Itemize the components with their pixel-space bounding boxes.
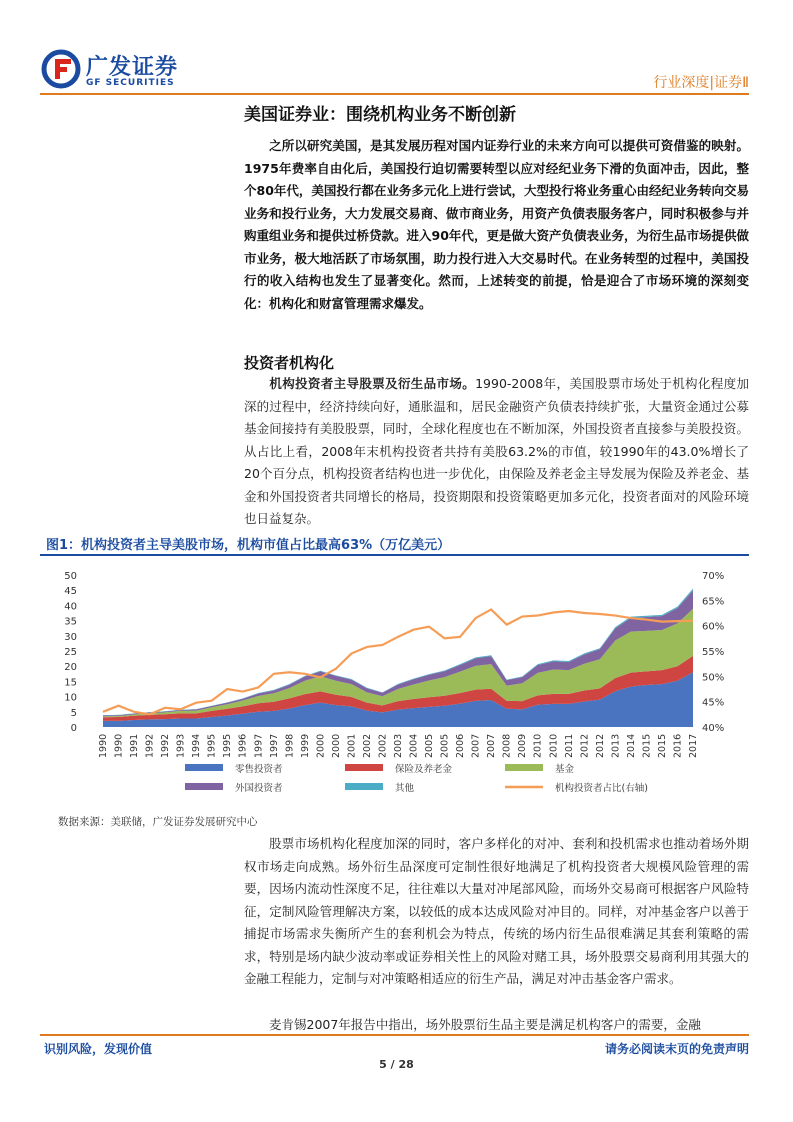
legend-swatch xyxy=(345,783,383,790)
y-left-tick-label: 15 xyxy=(64,677,77,689)
x-tick-label: 2005 xyxy=(439,733,451,758)
legend-label: 保险及养老金 xyxy=(395,764,453,775)
y-left-tick-label: 5 xyxy=(70,707,77,719)
x-tick-label: 2008 xyxy=(501,733,513,758)
paragraph-2-text: 股票市场机构化程度加深的同时，客户多样化的对冲、套利和投机需求也推动着场外期权市场走向成熟。场外衍生品深度可定制性很好地满足了机构投资者大规模风险管理的需要，因场内流动性深度不足，往往难以大量对冲尾部风险，而场外交易商可根据客户风险特征，定制风险管理解决方案，以较低的成本达成风险对冲目的。同样，对冲基金客户以善于捕捉市场需求失衡所产生的套利机会为特点，传统的场内衍生品很难满足其套利策略的需求，特别是场内缺少波动率或证券相关性上的风险对赌工具，场外股票交易商利用其强大的金融工程能力，定制与对冲策略相适应的衍生产品，满足对冲击基金客户需求。 xyxy=(244,836,749,986)
x-tick-label: 2004 xyxy=(408,733,420,758)
x-tick-label: 2013 xyxy=(610,733,622,758)
x-tick-label: 1992 xyxy=(144,733,156,758)
legend-swatch xyxy=(345,764,383,771)
x-tick-label: 1990 xyxy=(98,733,109,758)
y-right-tick-label: 55% xyxy=(702,647,725,658)
x-tick-label: 1992 xyxy=(160,733,172,758)
x-tick-label: 2006 xyxy=(455,733,467,758)
legend-label: 机构投资者占比(右轴) xyxy=(555,783,648,794)
legend-label: 其他 xyxy=(395,783,415,794)
x-tick-label: 2014 xyxy=(625,733,637,758)
legend-label: 外国投资者 xyxy=(235,783,283,794)
y-right-tick-label: 45% xyxy=(702,697,725,709)
y-right-tick-label: 40% xyxy=(702,723,725,734)
x-tick-label: 2002 xyxy=(361,733,373,758)
y-left-tick-label: 30 xyxy=(64,631,77,643)
legend-swatch xyxy=(505,764,543,771)
x-tick-label: 1995 xyxy=(222,733,234,758)
legend-swatch xyxy=(185,764,223,771)
x-tick-label: 1993 xyxy=(175,733,187,758)
logo-text-en: GF SECURITIES xyxy=(86,78,175,88)
y-left-tick-label: 20 xyxy=(64,662,77,674)
y-right-tick-label: 65% xyxy=(702,596,725,608)
y-left-tick-label: 45 xyxy=(64,586,77,598)
company-logo xyxy=(40,48,180,98)
stacked-area-chart xyxy=(40,556,749,811)
x-tick-label: 2003 xyxy=(393,733,404,758)
y-right-tick-label: 70% xyxy=(702,571,725,582)
section-title: 美国证券业：围绕机构业务不断创新 xyxy=(244,105,516,125)
paragraph-1-lead: 机构投资者主导股票及衍生品市场。 xyxy=(269,376,476,391)
x-tick-label: 2017 xyxy=(688,733,699,758)
page-number: 5 / 28 xyxy=(379,1058,414,1071)
report-category: 行业深度|证券Ⅱ xyxy=(653,75,749,91)
footer-slogan: 识别风险，发现价值 xyxy=(44,1042,153,1056)
x-tick-label: 2015 xyxy=(641,733,653,758)
x-tick-label: 1996 xyxy=(237,733,249,758)
y-left-tick-label: 40 xyxy=(64,601,77,613)
paragraph-1-body: 1990-2008年，美国股票市场处于机构化程度加深的过程中，经济持续向好，通胀温和，居民金融资产负债表持续扩张，大量资金通过公募基金间接持有美股股票，同时，全球化程度也在不断加深，外国投资者直接参与美股投资。从占比上看，2008年末机构投资者共持有美股63.2%的市值，较1990年的43.0%增长了20个百分点，机构投资者结构也进一步优化，由保险及养老金主导发展为保险及养老金、基金和外国投资者共同增长的格局，投资期限和投资策略更加多元化，投资者面对的风险环境也日益复杂。 xyxy=(244,376,749,526)
x-tick-label: 1991 xyxy=(129,733,141,758)
x-tick-label: 1999 xyxy=(299,733,311,758)
intro-text: 之所以研究美国，是其发展历程对国内证券行业的未来方向可以提供可资借鉴的映射。1975年费率自由化后，美国投行迫切需要转型以应对经纪业务下滑的负面冲击，因此，整个80年代，美国投行都在业务多元化上进行尝试，大型投行将业务重心由经纪业务转向交易业务和投行业务，大力发展交易商、做市商业务，用资产负债表服务客户，同时积极参与并购重组业务和提供过桥贷款。进入90年代，更是做大资产负债表业务，为衍生品市场提供做市业务，极大地活跃了市场氛围，助力投行进入大交易时代。在业务转型的过程中，美国投行的收入结构也发生了显著变化。然而，上述转变的前提，恰是迎合了市场环境的深刻变化：机构化和财富管理需求爆发。 xyxy=(244,138,749,311)
intro-paragraph xyxy=(244,135,749,315)
x-tick-label: 1997 xyxy=(268,733,280,758)
x-tick-label: 1990 xyxy=(113,733,125,758)
y-right-tick-label: 50% xyxy=(702,672,725,684)
paragraph-2 xyxy=(244,833,749,991)
gf-logo-icon xyxy=(40,48,82,90)
x-tick-label: 2005 xyxy=(424,733,436,758)
x-tick-label: 2009 xyxy=(517,733,529,758)
figure-title: 图1：机构投资者主导美股市场，机构市值占比最高63%（万亿美元） xyxy=(46,538,451,553)
x-tick-label: 1998 xyxy=(284,733,296,758)
x-tick-label: 2011 xyxy=(563,733,575,758)
legend-label: 零售投资者 xyxy=(235,764,283,775)
x-tick-label: 2012 xyxy=(579,733,591,758)
x-tick-label: 2015 xyxy=(656,733,668,758)
paragraph-1 xyxy=(244,373,749,531)
header-divider xyxy=(40,93,749,95)
x-tick-label: 2010 xyxy=(532,733,544,758)
disclaimer-link[interactable]: 请务必阅读末页的免责声明 xyxy=(604,1042,749,1056)
y-left-tick-label: 35 xyxy=(64,616,77,628)
y-left-tick-label: 10 xyxy=(64,692,77,704)
x-tick-label: 2000 xyxy=(315,733,327,758)
y-left-tick-label: 25 xyxy=(64,647,77,658)
data-source: 数据来源：美联储，广发证券发展研究中心 xyxy=(58,816,258,828)
subsection-title: 投资者机构化 xyxy=(244,354,335,372)
x-tick-label: 1994 xyxy=(191,733,203,758)
x-tick-label: 2001 xyxy=(346,733,358,758)
x-tick-label: 2010 xyxy=(548,733,560,758)
x-tick-label: 2012 xyxy=(594,733,606,758)
y-left-tick-label: 0 xyxy=(70,723,77,734)
logo-text-cn: 广发证券 xyxy=(86,55,179,80)
x-tick-label: 2002 xyxy=(377,733,389,758)
legend-swatch xyxy=(185,783,223,790)
y-right-tick-label: 60% xyxy=(702,621,725,633)
y-left-tick-label: 50 xyxy=(64,571,77,582)
paragraph-3-text: 麦肯锡2007年报告中指出，场外股票衍生品主要是满足机构客户的需要，金融 xyxy=(269,1017,701,1032)
x-tick-label: 1995 xyxy=(206,733,218,758)
legend-label: 基金 xyxy=(555,764,575,775)
x-tick-label: 2016 xyxy=(672,733,684,758)
x-tick-label: 2007 xyxy=(470,733,482,758)
footer-divider xyxy=(40,1034,749,1036)
x-tick-label: 1997 xyxy=(253,733,265,758)
x-tick-label: 2000 xyxy=(330,733,342,758)
x-tick-label: 2007 xyxy=(486,733,498,758)
